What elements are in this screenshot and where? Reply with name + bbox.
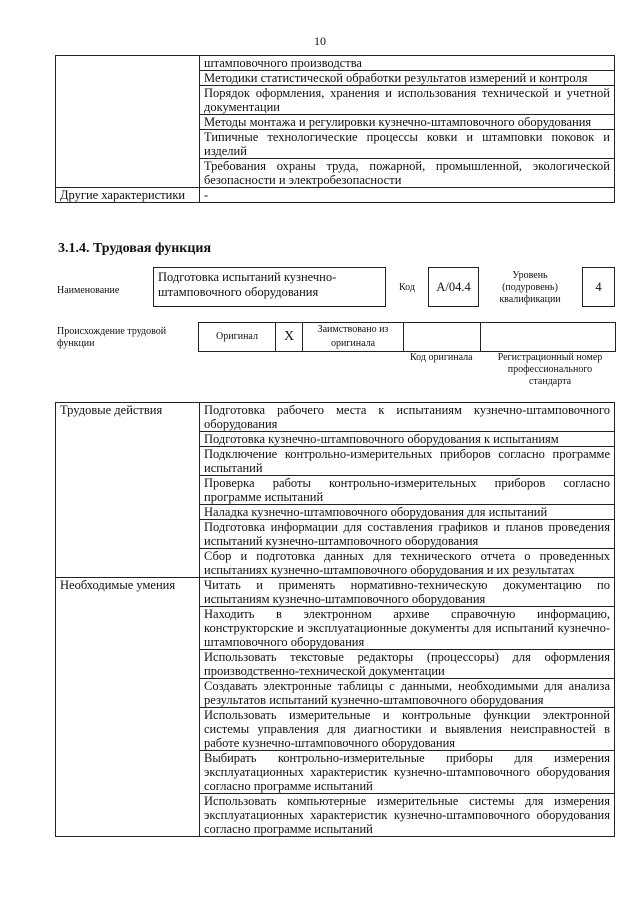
original-mark: X: [276, 323, 303, 352]
action-item: Проверка работы контрольно-измерительных приборов согласно программе испытаний: [200, 476, 615, 505]
origin-label: Происхождение трудовой функции: [57, 326, 167, 349]
actions-label: Трудовые действия: [56, 403, 200, 578]
reg-number-cell: [481, 323, 616, 352]
section-title: 3.1.4. Трудовая функция: [58, 241, 212, 256]
action-item: Наладка кузнечно-штамповочного оборудования для испытаний: [200, 505, 615, 520]
row-label: [56, 56, 200, 188]
skill-item: Использовать текстовые редакторы (процессоры) для оформления производственно-технической документации: [200, 650, 615, 679]
page-number: 10: [314, 34, 326, 48]
original-code-cell: [404, 323, 481, 352]
table-row: [56, 56, 615, 71]
table-cell: Порядок оформления, хранения и использования технической и учетной документации: [200, 86, 615, 115]
knowledge-table: [55, 55, 615, 203]
table-cell: Методы монтажа и регулировки кузнечно-штамповочного оборудования: [200, 115, 615, 130]
table-row: [56, 578, 615, 607]
action-item: Подготовка информации для составления графиков и планов проведения испытаний кузнечно-штамповочного оборудования: [200, 520, 615, 549]
action-item: Подготовка кузнечно-штамповочного оборудования к испытаниям: [200, 432, 615, 447]
code-value: A/04.4: [428, 267, 479, 307]
level-value: 4: [582, 267, 615, 307]
code-caption: Код оригинала: [410, 352, 473, 363]
name-label: Наименование: [57, 285, 120, 296]
skill-item: Использовать измерительные и контрольные функции электронной системы управления для диагностики и выявления неисправностей в работе кузнечно-штамповочного оборудования: [200, 708, 615, 751]
original-label: Оригинал: [199, 323, 276, 352]
table-row: [56, 403, 615, 432]
skill-item: Читать и применять нормативно-техническую документацию по испытаниям кузнечно-штамповочного оборудования: [200, 578, 615, 607]
skills-label: Необходимые умения: [56, 578, 200, 837]
code-label: Код: [399, 282, 415, 293]
table-cell: штамповочного производства: [200, 56, 615, 71]
level-label: Уровень (подуровень) квалификации: [499, 270, 561, 305]
row-label: Другие характеристики: [56, 188, 200, 203]
borrowed-label: Заимствовано из оригинала: [303, 323, 404, 352]
origin-table: [198, 322, 616, 352]
action-item: Сбор и подготовка данных для технического отчета о проведенных испытаниях кузнечно-штамповочного оборудования и их результатах: [200, 549, 615, 578]
reg-caption: Регистрационный номер профессионального стандарта: [497, 352, 603, 387]
name-value: Подготовка испытаний кузнечно-штамповочного оборудования: [153, 267, 386, 307]
table-row: [56, 188, 615, 203]
function-table: [55, 402, 615, 837]
skill-item: Использовать компьютерные измерительные системы для измерения эксплуатационных характеристик кузнечно-штамповочного оборудования согласно программе испытаний: [200, 794, 615, 837]
skill-item: Находить в электронном архиве справочную информацию, конструкторские и эксплуатационные документы для испытаний кузнечно-штамповочного оборудования: [200, 607, 615, 650]
table-cell: Методики статистической обработки результатов измерений и контроля: [200, 71, 615, 86]
skill-item: Выбирать контрольно-измерительные приборы для измерения эксплуатационных характеристик кузнечно-штамповочного оборудования согласно программе испытаний: [200, 751, 615, 794]
table-cell: -: [200, 188, 615, 203]
skill-item: Создавать электронные таблицы с данными, необходимыми для анализа результатов испытаний кузнечно-штамповочного оборудования: [200, 679, 615, 708]
action-item: Подключение контрольно-измерительных приборов согласно программе испытаний: [200, 447, 615, 476]
table-cell: Типичные технологические процессы ковки и штамповки поковок и изделий: [200, 130, 615, 159]
table-cell: Требования охраны труда, пожарной, промышленной, экологической безопасности и электробезопасности: [200, 159, 615, 188]
action-item: Подготовка рабочего места к испытаниям кузнечно-штамповочного оборудования: [200, 403, 615, 432]
